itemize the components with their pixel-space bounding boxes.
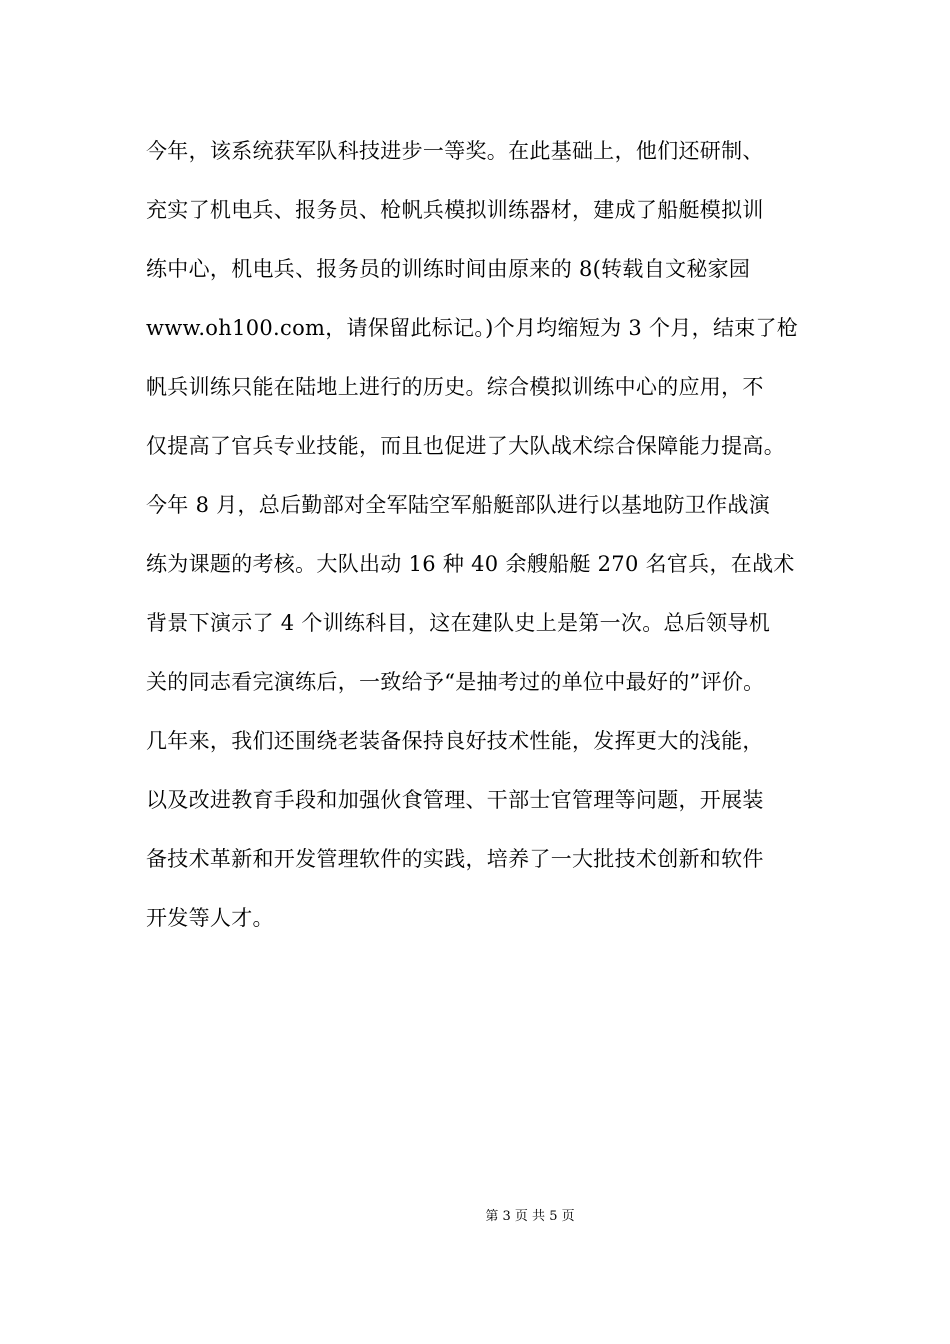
text-line: 关的同志看完演练后，一致给予“是抽考过的单位中最好的”评价。 [146,670,765,694]
text-line: 开发等人才。 [146,906,274,930]
text-line: 背景下演示了 4 个训练科目，这在建队史上是第一次。总后领导机 [146,611,771,635]
text-line: 备技术革新和开发管理软件的实践，培养了一大批技术创新和软件 [146,847,764,871]
text-line: 练中心，机电兵、报务员的训练时间由原来的 8(转载自文秘家园 [146,257,751,281]
text-line: www.oh100.com，请保留此标记。)个月均缩短为 3 个月，结束了枪 [146,316,799,340]
text-line: 练为课题的考核。大队出动 16 种 40 余艘船艇 270 名官兵，在战术 [146,552,795,576]
page-number-footer: 第 3 页 共 5 页 [485,1209,575,1224]
body-text [146,128,846,954]
text-line: 帆兵训练只能在陆地上进行的历史。综合模拟训练中心的应用，不 [146,375,764,399]
text-line: 仅提高了官兵专业技能，而且也促进了大队战术综合保障能力提高。 [146,434,785,458]
text-line: 今年 8 月，总后勤部对全军陆空军船艇部队进行以基地防卫作战演 [146,493,771,517]
text-line: 充实了机电兵、报务员、枪帆兵模拟训练器材，建成了船艇模拟训 [146,198,764,222]
text-line: 以及改进教育手段和加强伙食管理、干部士官管理等问题，开展装 [146,788,764,812]
text-line: 几年来，我们还围绕老装备保持良好技术性能，发挥更大的浅能， [146,729,764,753]
text-line: 今年，该系统获军队科技进步一等奖。在此基础上，他们还研制、 [146,139,764,163]
